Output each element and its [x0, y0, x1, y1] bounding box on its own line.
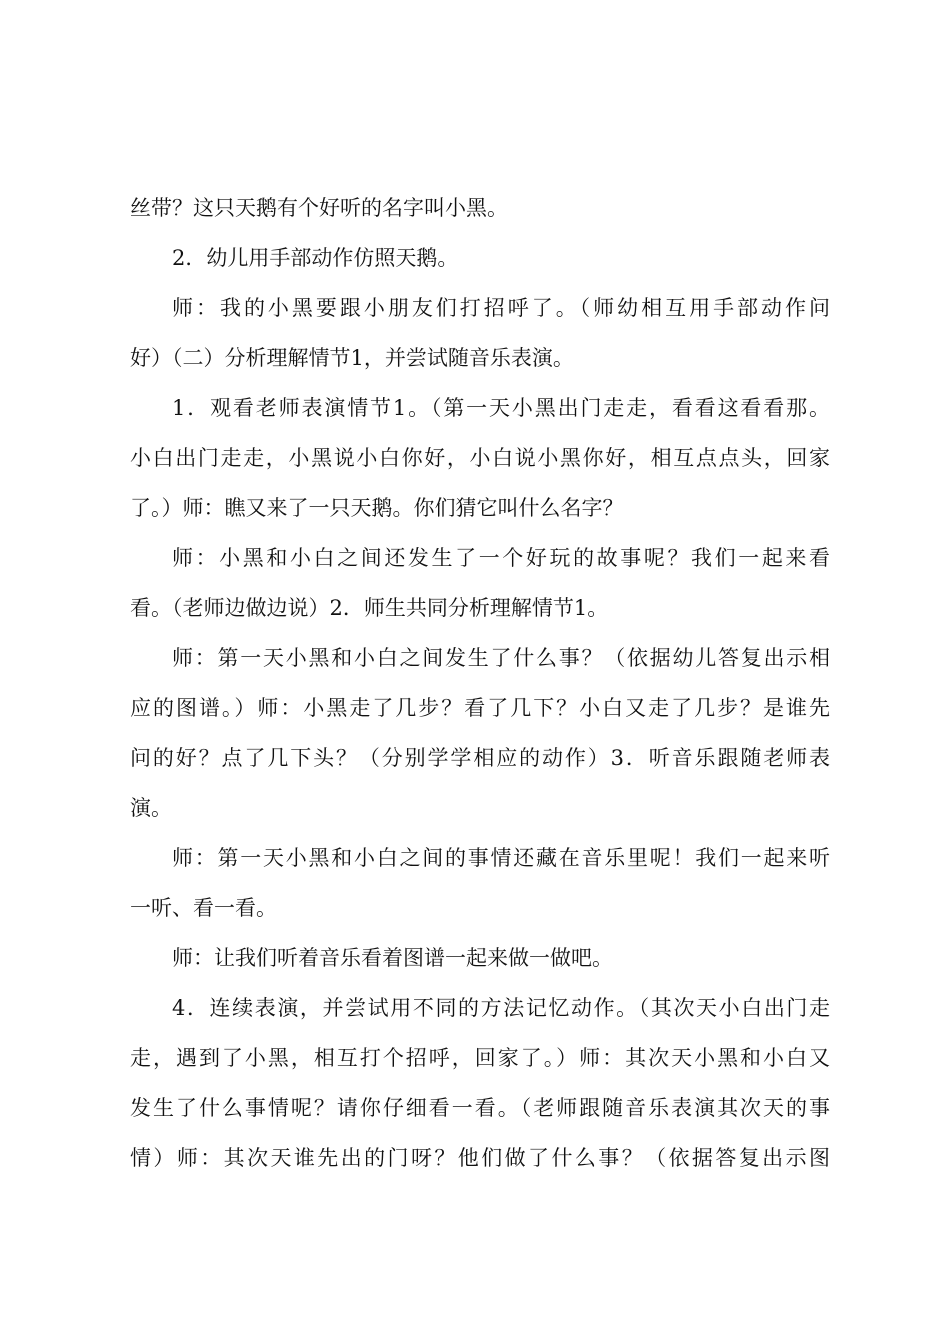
text-line: 问的好？点了几下头？（分别学学相应的动作）3．听音乐跟随老师表 [130, 746, 830, 770]
text-line: 2．幼儿用手部动作仿照天鹅。 [172, 246, 459, 270]
text-line: 师：第一天小黑和小白之间发生了什么事？（依据幼儿答复出示相 [172, 646, 830, 670]
text-line: 师：第一天小黑和小白之间的事情还藏在音乐里呢！我们一起来听 [172, 846, 830, 870]
text-line: 走，遇到了小黑，相互打个招呼，回家了。）师：其次天小黑和小白又 [130, 1046, 830, 1070]
text-line: 演。 [130, 796, 172, 820]
text-line: 丝带？这只天鹅有个好听的名字叫小黑。 [130, 196, 508, 220]
text-line: 应的图谱。）师：小黑走了几步？看了几下？小白又走了几步？是谁先 [130, 696, 830, 720]
text-line: 发生了什么事情呢？请你仔细看一看。（老师跟随音乐表演其次天的事 [130, 1096, 830, 1120]
text-line: 小白出门走走，小黑说小白你好，小白说小黑你好，相互点点头，回家 [130, 446, 830, 470]
text-line: 师：让我们听着音乐看着图谱一起来做一做吧。 [172, 946, 613, 970]
text-line: 看。（老师边做边说）2．师生共同分析理解情节1。 [130, 596, 609, 620]
text-line: 一听、看一看。 [130, 896, 277, 920]
text-line: 师：小黑和小白之间还发生了一个好玩的故事呢？我们一起来看 [172, 546, 830, 570]
text-line: 师：我的小黑要跟小朋友们打招呼了。（师幼相互用手部动作问 [172, 296, 830, 320]
text-line: 了。）师：瞧又来了一只天鹅。你们猜它叫什么名字？ [130, 496, 624, 520]
text-line: 好）（二）分析理解情节1，并尝试随音乐表演。 [130, 346, 574, 370]
text-line: 1．观看老师表演情节1。（第一天小黑出门走走，看看这看看那。 [172, 396, 830, 420]
text-line: 情）师：其次天谁先出的门呀？他们做了什么事？（依据答复出示图 [130, 1146, 830, 1170]
text-line: 4．连续表演，并尝试用不同的方法记忆动作。（其次天小白出门走 [172, 996, 830, 1020]
